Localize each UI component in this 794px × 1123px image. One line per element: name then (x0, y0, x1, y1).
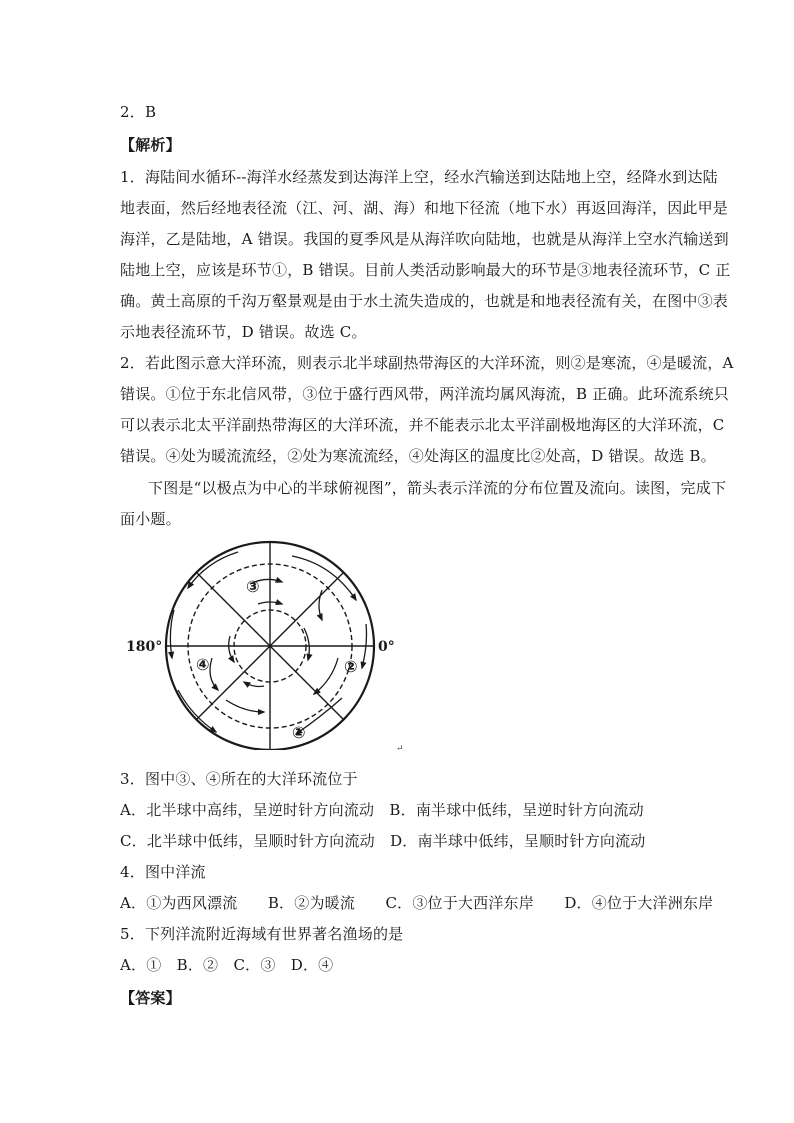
analysis-paragraph-1-line-3: 海洋，乙是陆地，A 错误。我国的夏季风是从海洋吹向陆地，也就是从海洋上空水汽输送到 (120, 230, 729, 248)
question-intro-line-1: 下图是“以极点为中心的半球俯视图”，箭头表示洋流的分布位置及流向。读图，完成下 (148, 479, 727, 497)
longitude-label-0: 0° (378, 639, 395, 655)
question-3-stem: 3．图中③、④所在的大洋环流位于 (120, 770, 358, 788)
current-arrow (178, 690, 216, 732)
current-arrow (244, 682, 264, 687)
current-arrow (210, 658, 218, 690)
ocean-current-diagram (126, 540, 406, 750)
question-5-options: A．① B．② C．③ D．④ (120, 956, 334, 974)
question-4-stem: 4．图中洋流 (120, 863, 206, 881)
answer-2: 2．B (120, 103, 157, 121)
current-arrow (314, 658, 338, 694)
analysis-paragraph-1-line-4: 陆地上空，应该是环节①，B 错误。目前人类活动影响最大的环节是③地表径流环节，C 正 (120, 261, 731, 279)
analysis-heading: 【解析】 (120, 136, 181, 154)
analysis-paragraph-1-line-2: 地表面，然后经地表径流（江、河、湖、海）和地下径流（地下水）再返回海洋，因此甲是 (120, 199, 729, 217)
current-arrow (292, 556, 356, 600)
answer-heading: 【答案】 (120, 989, 181, 1007)
analysis-paragraph-2-line-3: 可以表示北太平洋副热带海区的大洋环流，并不能表示北太平洋副极地海区的大洋环流，C (120, 416, 725, 434)
question-5-stem: 5．下列洋流附近海域有世界著名渔场的是 (120, 925, 404, 943)
current-marker-4: ④ (196, 655, 210, 674)
analysis-paragraph-1-line-5: 确。黄土高原的千沟万壑景观是由于水土流失造成的，也就是和地表径流有关，在图中③表 (120, 292, 729, 310)
question-4-options: A．①为西风漂流 B．②为暖流 C．③位于大西洋东岸 D．④位于大洋洲东岸 (120, 894, 714, 912)
polar-projection-figure (126, 540, 406, 750)
question-3-options-cd: C．北半球中低纬，呈顺时针方向流动 D．南半球中低纬，呈顺时针方向流动 (120, 832, 646, 850)
paragraph-return-mark: ↵ (396, 744, 404, 754)
question-intro-line-2: 面小题。 (120, 510, 181, 528)
current-arrow (226, 700, 264, 712)
current-marker-3: ③ (246, 577, 260, 596)
analysis-paragraph-2-line-2: 错误。①位于东北信风带，③位于盛行西风带，两洋流均属风海流，B 正确。此环流系统只 (120, 385, 729, 403)
current-marker-2: ② (344, 657, 358, 676)
analysis-paragraph-2-line-4: 错误。④处为暖流流经，②处为寒流流经，④处海区的温度比②处高，D 错误。故选 B。 (120, 447, 716, 465)
current-marker-1: ① (292, 723, 306, 742)
current-arrow (188, 552, 238, 588)
current-arrow (229, 636, 234, 662)
analysis-paragraph-2-line-1: 2．若此图示意大洋环流，则表示北半球副热带海区的大洋环流，则②是寒流，④是暖流，A (120, 354, 734, 372)
analysis-paragraph-1-line-6: 示地表径流环节，D 错误。故选 C。 (120, 323, 367, 341)
longitude-label-180: 180° (126, 639, 163, 655)
analysis-paragraph-1-line-1: 1．海陆间水循环--海洋水经蒸发到达海洋上空，经水汽输送到达陆地上空，经降水到达陆 (120, 168, 718, 186)
question-3-options-ab: A．北半球中高纬，呈逆时针方向流动 B．南半球中低纬，呈逆时针方向流动 (120, 801, 644, 819)
